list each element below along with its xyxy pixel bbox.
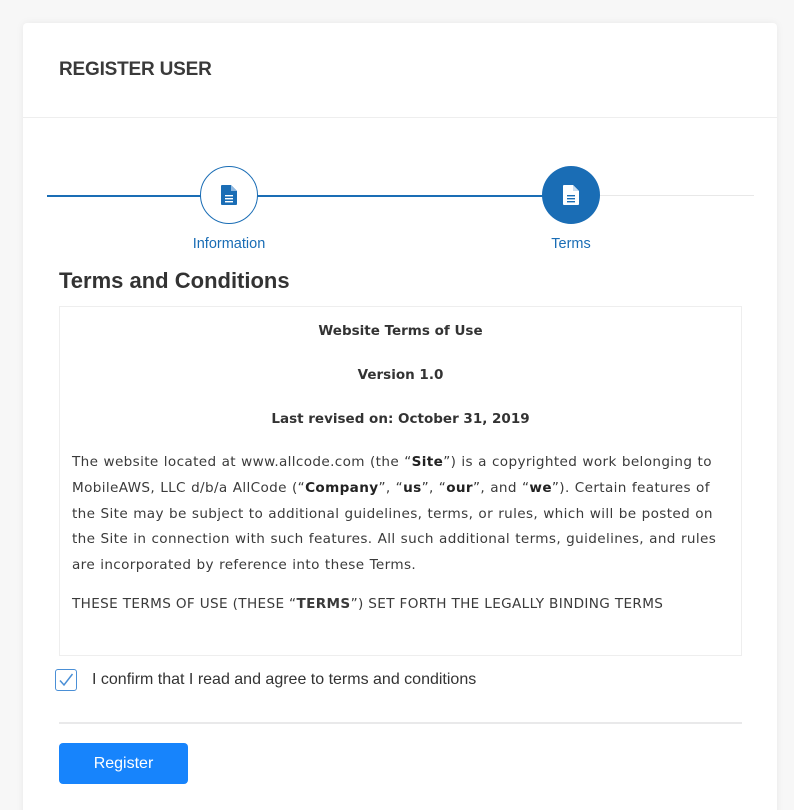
terms-scroll-box[interactable] [59, 306, 742, 656]
terms-paragraph: The website located at www.allcode.com (the “Site”) is a copyrighted work belonging to MobileAWS, LLC d/b/a AllCode (“Company”, “us”, “our”, and “we”). Certain features of the Site may be subject to additional guidelines, terms, or rules, which will be posted on the Site in connection with such features. All such additional terms, guidelines, and rules are incorporated by reference into these Terms. [72, 454, 717, 574]
step-label: Information [192, 236, 266, 252]
document-icon [221, 185, 237, 205]
step-circle [542, 166, 600, 224]
step-terms[interactable] [501, 166, 641, 252]
register-user-card [23, 23, 777, 810]
step-progress-line [47, 195, 571, 197]
checkmark-icon [58, 673, 74, 687]
agree-label[interactable]: I confirm that I read and agree to terms and conditions [92, 671, 477, 688]
divider [59, 722, 742, 724]
page-title: REGISTER USER [59, 59, 212, 80]
confirm-row [55, 669, 476, 691]
card-header [23, 23, 777, 118]
agree-checkbox[interactable] [55, 669, 77, 691]
step-information[interactable] [159, 166, 299, 252]
terms-paragraph: THESE TERMS OF USE (THESE “TERMS”) SET FORTH THE LEGALLY BINDING TERMS [72, 595, 664, 612]
terms-version: Version 1.0 [357, 367, 444, 383]
stepper [23, 118, 777, 268]
terms-revised-date: Last revised on: October 31, 2019 [271, 411, 530, 427]
register-button[interactable]: Register [59, 743, 188, 784]
terms-doc-title: Website Terms of Use [318, 323, 483, 339]
step-circle [200, 166, 258, 224]
step-label: Terms [551, 236, 591, 252]
document-icon [563, 185, 579, 205]
section-title: Terms and Conditions [59, 268, 290, 293]
